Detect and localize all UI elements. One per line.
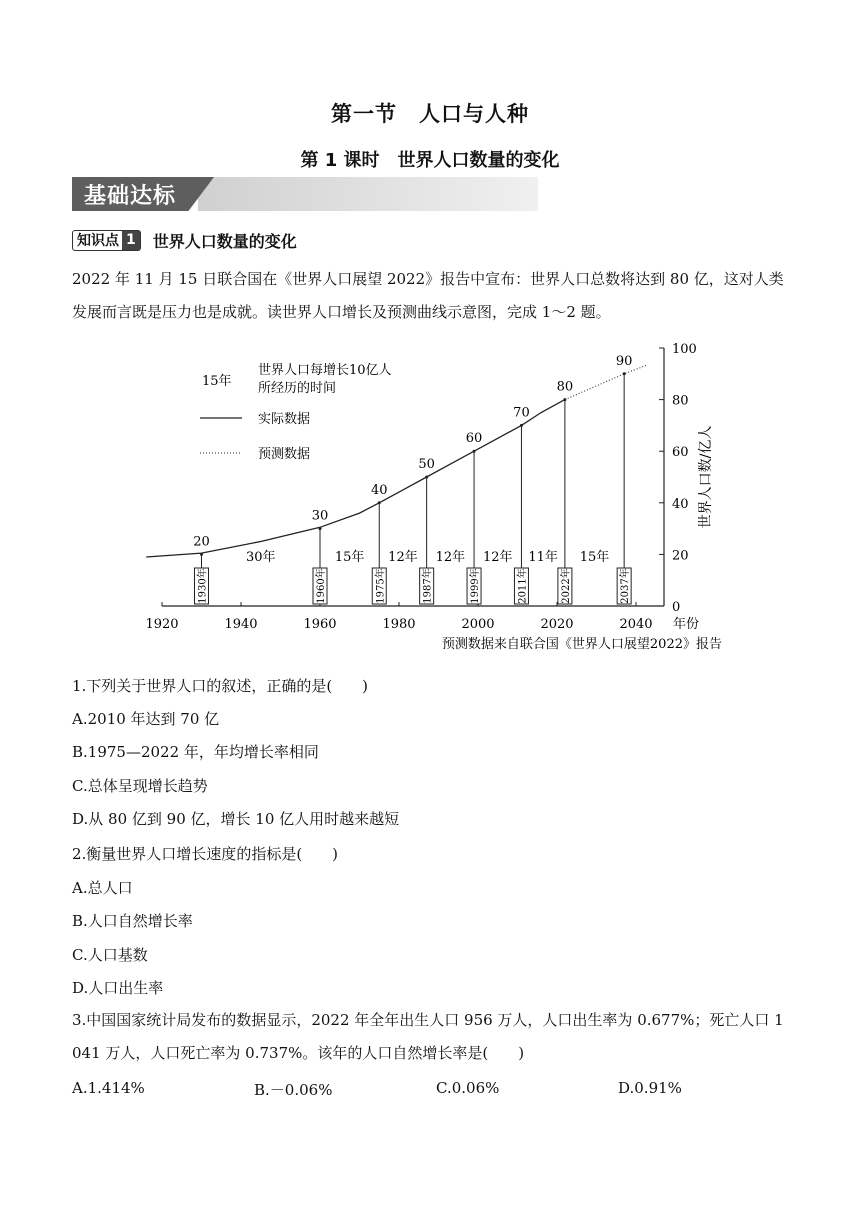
population-chart bbox=[140, 336, 730, 662]
actual-data-line bbox=[146, 400, 565, 557]
q1-stem: 1.下列关于世界人口的叙述，正确的是( ) bbox=[72, 677, 369, 695]
banner-label: 基础达标 bbox=[84, 184, 177, 209]
milestone-year-label: 2011年 bbox=[517, 568, 529, 604]
milestone-point bbox=[425, 476, 428, 479]
knowledge-point-number: 1 bbox=[122, 231, 140, 250]
milestone-point bbox=[623, 372, 626, 375]
interval-label: 12年 bbox=[435, 550, 466, 565]
q2-option-a: A.总人口 bbox=[72, 879, 133, 897]
x-tick-label: 2040 bbox=[619, 617, 653, 632]
section-banner bbox=[72, 177, 538, 211]
milestone-value-label: 60 bbox=[465, 431, 483, 447]
milestone-year-label: 1960年 bbox=[316, 568, 327, 604]
knowledge-point-label: 知识点 bbox=[77, 233, 119, 249]
milestone-value-label: 20 bbox=[193, 534, 210, 550]
interval-label: 12年 bbox=[482, 550, 513, 565]
interval-label: 30年 bbox=[245, 550, 276, 565]
intro-paragraph: 2022 年 11 月 15 日联合国在《世界人口展望 2022》报告中宣布：世界人口总数将达到 80 亿，这对人类发展而言既是压力也是成就。读世界人口增长及预测曲线示意图，完成 1～2 题。 bbox=[72, 270, 784, 321]
q2-option-c: C.人口基数 bbox=[72, 946, 148, 964]
y-tick-label: 60 bbox=[672, 445, 689, 461]
milestone-point bbox=[200, 553, 203, 556]
x-tick-label: 2020 bbox=[540, 617, 574, 632]
q1-option-a: A.2010 年达到 70 亿 bbox=[72, 710, 220, 728]
milestone-year-label: 2037年 bbox=[620, 568, 632, 604]
y-tick-label: 100 bbox=[672, 342, 697, 357]
milestone-point bbox=[473, 450, 476, 453]
milestone-value-label: 40 bbox=[370, 482, 388, 498]
forecast-data-line bbox=[565, 365, 648, 400]
q3-option-a: A.1.414% bbox=[72, 1079, 145, 1097]
milestone-value-label: 30 bbox=[311, 508, 329, 524]
interval-label: 15年 bbox=[579, 550, 610, 565]
x-tick-label: 1920 bbox=[145, 617, 179, 632]
y-tick-label: 20 bbox=[672, 548, 689, 564]
knowledge-point-title: 世界人口数量的变化 bbox=[152, 231, 297, 251]
knowledge-point-badge bbox=[72, 230, 141, 251]
y-tick-label: 80 bbox=[672, 393, 689, 409]
milestone-value-label: 90 bbox=[615, 353, 633, 369]
q3-option-c: C.0.06% bbox=[436, 1079, 500, 1097]
milestone-point bbox=[378, 501, 381, 504]
milestone-year-label: 1987年 bbox=[422, 568, 434, 604]
interval-label: 11年 bbox=[528, 550, 558, 565]
x-tick-label: 2000 bbox=[461, 617, 495, 632]
q3-stem: 3.中国国家统计局发布的数据显示，2022 年全年出生人口 956 万人，人口出生率为 0.677%；死亡人口 1 041 万人，人口死亡率为 0.737%。该年的人口自然增长率是( ) bbox=[72, 1011, 784, 1062]
milestone-value-label: 80 bbox=[556, 379, 574, 395]
lesson-title: 第 1 课时 世界人口数量的变化 bbox=[300, 150, 560, 171]
source-note: 预测数据来自联合国《世界人口展望2022》报告 bbox=[441, 637, 722, 652]
legend-header-value: 15年 bbox=[202, 374, 232, 389]
legend-actual-label: 实际数据 bbox=[258, 412, 311, 427]
legend-forecast-label: 预测数据 bbox=[258, 447, 311, 462]
milestone-point bbox=[563, 398, 566, 401]
legend-header-text-2: 所经历的时间 bbox=[258, 381, 337, 396]
q2-option-b: B.人口自然增长率 bbox=[72, 912, 193, 930]
x-tick-label: 1940 bbox=[224, 617, 258, 632]
x-axis-label: 年份 bbox=[673, 617, 700, 632]
interval-label: 12年 bbox=[388, 550, 418, 565]
q3-option-d: D.0.91% bbox=[618, 1079, 682, 1097]
chart-legend bbox=[200, 362, 392, 462]
milestone-year-label: 1930年 bbox=[197, 568, 209, 604]
milestone-point bbox=[520, 424, 523, 427]
banner-bar bbox=[198, 177, 538, 211]
q3-option-b: B.－0.06% bbox=[254, 1081, 333, 1099]
x-tick-label: 1960 bbox=[303, 617, 337, 632]
milestone-year-label: 1999年 bbox=[470, 568, 482, 604]
y-tick-label: 0 bbox=[672, 600, 681, 615]
milestone-year-label: 1975年 bbox=[375, 568, 387, 604]
x-tick-label: 1980 bbox=[382, 617, 416, 632]
y-axis-label: 世界人口数/亿人 bbox=[698, 425, 714, 529]
q1-option-d: D.从 80 亿到 90 亿，增长 10 亿人用时越来越短 bbox=[72, 810, 400, 828]
legend-header-text-1: 世界人口每增长10亿人 bbox=[258, 363, 392, 378]
milestone-point bbox=[319, 527, 322, 530]
y-tick-label: 40 bbox=[672, 496, 689, 512]
q1-option-c: C.总体呈现增长趋势 bbox=[72, 777, 208, 795]
knowledge-point-heading bbox=[72, 229, 297, 251]
q1-option-b: B.1975—2022 年，年均增长率相同 bbox=[72, 743, 319, 761]
milestone-year-label: 2022年 bbox=[560, 568, 572, 604]
milestone-value-label: 50 bbox=[418, 457, 435, 472]
section-title: 第一节 人口与人种 bbox=[331, 102, 529, 126]
milestone-value-label: 70 bbox=[513, 405, 530, 421]
q2-option-d: D.人口出生率 bbox=[72, 979, 164, 997]
interval-label: 15年 bbox=[334, 550, 365, 565]
q2-stem: 2.衡量世界人口增长速度的指标是( ) bbox=[72, 845, 339, 863]
